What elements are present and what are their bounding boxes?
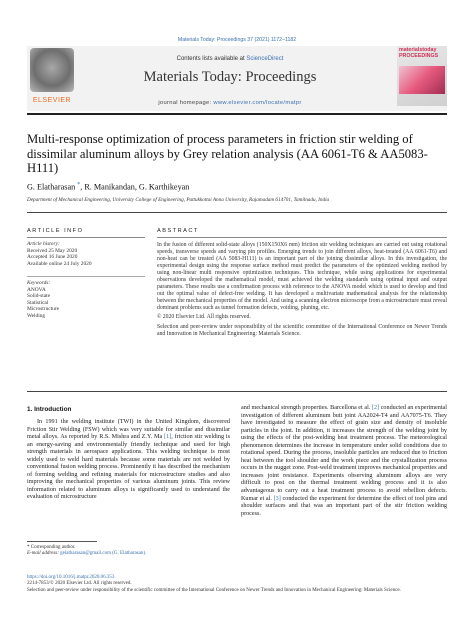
keywords-label: Keywords: (27, 280, 51, 286)
article-info-heading: ARTICLE INFO (27, 228, 84, 234)
elsevier-tree-logo-icon (30, 48, 74, 92)
affiliation: Department of Mechanical Engineering, University College of Engineering, Pattukkottai Anna University, Rajamadam 614701, Tamilnadu, India (27, 197, 330, 203)
keyword: Welding (27, 312, 46, 319)
doi-link[interactable]: https://doi.org/10.1016/j.matpr.2020.06.353 (27, 575, 115, 580)
section-heading: 1. Introduction (27, 406, 72, 413)
selection-note: Selection and peer-review under responsibility of the scientific committee of the International Conference on Newer Trends and Innovation in Mechanical Engineering: Materials Science. (27, 587, 401, 593)
email-line (27, 551, 237, 557)
masthead-divider (27, 113, 447, 115)
abstract-peer-review: Selection and peer-review under responsibility of the scientific committee of the International Conference on Newer Trends and Innovation in Mechanical Engineering: Materials Science. (157, 323, 447, 337)
cover-title: materialstoday PROCEEDINGS (399, 47, 439, 59)
abstract-block (157, 242, 447, 340)
citation-link[interactable]: [3] (273, 495, 281, 502)
homepage-prefix: journal homepage: (158, 100, 212, 106)
paper-title: Multi-response optimization of process parameters in friction stir welding of dissimilar aluminum alloys by Grey relation analysis (AA 6061-T6 & AA5083-H111) (27, 132, 428, 175)
keyword: Microstructure (27, 306, 60, 313)
contents-prefix: Contents lists available at (176, 56, 245, 62)
history-entry: Received 25 May 2020 (27, 247, 78, 254)
corresponding-author-mark[interactable]: * (77, 182, 81, 188)
footnote (27, 545, 237, 558)
journal-title: Materials Today: Proceedings (143, 69, 317, 85)
article-history (27, 241, 145, 267)
keywords-rule (27, 276, 145, 277)
email-link[interactable]: gelatharasan@gmail.com (G. Elatharasan). (60, 551, 147, 557)
footnote-rule (27, 541, 97, 542)
abstract-body: In the fusion of different solid-state alloys (150X150X6 mm) friction stir welding techniques are carried out using rotational speeds, transverse speeds and varying pin profiles. Emerging trends to join different alloys, heat-treated (AA 6061-T6) and non-heat can be treated (AA 5083-H111) is an important part of the joining dissimilar alloys. In this investigation, the experimental design using the response surface method must predict the parameters of the optimized welding method by using non-linear multi responsive optimization techniques. This technique, while using applications for experimental observations developed the mathematical model, must achieved the welding standards using optimal input and output parameters. These results use a confirmation process with reference to the ANOVA model which is used to develop and find out the optimal value of defect-free welding. It has developed a multivariate mathematical analysis for the relationship between the mechanical properties of the model. And using a scanning electron microscope from a microstructure must reveal dominant problems such as tunnel formation defects, voiding, pluning, etc. (157, 242, 447, 312)
keyword: Solid-state (27, 293, 51, 300)
history-label: Article history: (27, 241, 60, 247)
journal-homepage (85, 100, 375, 106)
body-text: conducted an experimental investigation of different aluminum butt joint AA2024-T4 and AA7075-T6. They have investigated to measure the effect of grain size and density of insoluble particles in the joint. In addition, it increases the strength of the welding joint by using the effects of the post-welding heat treatment process. The meteorological phenomenon determines the increase in temperature under solid conditions due to rotational speed. During the process, insoluble particles are reduced due to friction heat between the tool shoulder and the work piece and the crystallization process occurs in the nugget zone. Post-weld treatment improves mechanical properties and increases joint resistance. Experiments observing aluminum alloys are very difficult to post on the thermal treatment welding process and it is also advantageous to carry out a heat treatment process to avoid rebellion defects. Kumar et al. (241, 405, 447, 502)
article-info-rule (27, 237, 145, 238)
issn-line: 2214-7853/© 2020 Elsevier Ltd. All rights reserved. (27, 581, 132, 587)
body-column-right (241, 405, 447, 518)
body-text: conducted the experiment for determine the effect of tool pins and shoulder surfaces and that was an important part of the stir friction welding process. (241, 495, 447, 517)
header-divider (27, 212, 447, 213)
history-entry: Available online 24 July 2020 (27, 260, 92, 267)
abstract-rule (157, 237, 447, 238)
abstract-heading: ABSTRACT (157, 228, 199, 234)
coauthor-names: , R. Manikandan, G. Karthikeyan (80, 182, 190, 192)
running-header: Materials Today: Proceedings 37 (2021) 1172–1182 (177, 37, 297, 43)
cover-artwork (399, 66, 445, 94)
publisher-logo: ELSEVIER (32, 97, 72, 104)
body-text: and mechanical strength properties. Barcellona et al. (241, 405, 372, 411)
keywords-list (27, 280, 145, 320)
body-text: In 1991 the welding institute (TWI) in the United Kingdom, discovered Friction Stir Welding (FSW) which was very suitable for similar and dissimilar metal alloys. As reported by R.S. Mishra and Z.Y. Ma (27, 419, 230, 441)
keyword: Statistical (27, 299, 49, 306)
sciencedirect-link[interactable]: ScienceDirect (246, 56, 284, 62)
publication-footer (27, 575, 447, 594)
body-column-left (27, 419, 230, 502)
abstract-copyright: © 2020 Elsevier Ltd. All rights reserved. (157, 314, 251, 321)
email-label: E-mail address: (27, 551, 59, 557)
body-divider (27, 391, 447, 392)
corresponding-note: * Corresponding author. (27, 545, 76, 550)
author-name[interactable]: G. Elatharasan (27, 182, 76, 192)
citation-link[interactable]: [2] (371, 405, 380, 411)
homepage-url[interactable]: www.elsevier.com/locate/matpr (213, 100, 302, 106)
keyword: ANOVA (27, 286, 46, 293)
history-entry: Accepted 16 June 2020 (27, 254, 78, 261)
contents-line (85, 56, 375, 62)
author-list (27, 182, 447, 192)
citation-link[interactable]: [1] (164, 434, 172, 441)
body-text: , friction stir welding is an energy-saving and environmentally friendly technique and used for high strength materials in aerospace applications. This welding technique is most widely used to weld hard materials because some materials are not welded by conventional fusion welding process. Prominently it has described the mechanism of forming welding and refining materials for microstructure studies and also improving the mechanical properties of various aluminum joints. This review information related to aluminum alloys is significantly used to understand the evaluation of microstructure (27, 434, 230, 501)
